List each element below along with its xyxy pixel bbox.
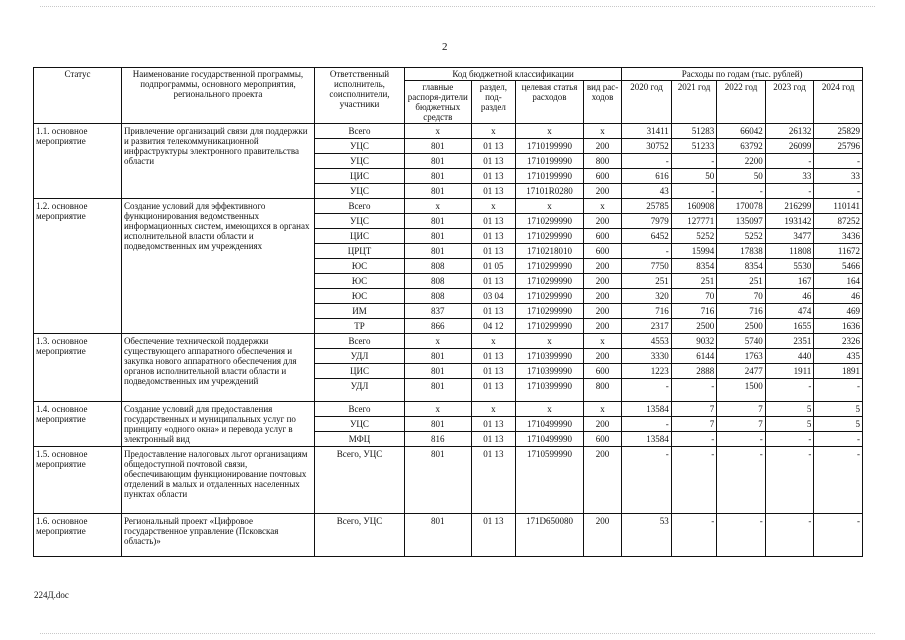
expense-type-cell: 600 (583, 432, 621, 447)
grbs-cell: 801 (404, 154, 471, 169)
amount-cell: 50 (717, 169, 766, 184)
header-executor: Ответственный исполнитель, соисполнители, участники (315, 68, 405, 124)
amount-cell: 1223 (622, 364, 672, 379)
amount-cell: - (622, 447, 672, 514)
executor-cell: ЦИС (315, 364, 405, 379)
amount-cell: 5 (814, 402, 863, 417)
article-cell: х (516, 124, 584, 139)
grbs-cell: 801 (404, 214, 471, 229)
expense-type-cell: 800 (583, 379, 621, 402)
header-code-article: целевая статья расходов (516, 81, 584, 124)
executor-cell: УДЛ (315, 379, 405, 402)
amount-cell: 70 (671, 289, 716, 304)
section-cell: 01 05 (471, 259, 515, 274)
article-cell: 1710299990 (516, 289, 584, 304)
header-expense-group: Расходы по годам (тыс. рублей) (622, 68, 863, 81)
grbs-cell: 801 (404, 229, 471, 244)
page-number: 2 (442, 41, 448, 53)
amount-cell: 5 (765, 417, 814, 432)
expense-type-cell: 200 (583, 349, 621, 364)
section-cell: х (471, 124, 515, 139)
executor-cell: Всего, УЦС (315, 447, 405, 514)
expense-type-cell: 200 (583, 214, 621, 229)
executor-cell: УЦС (315, 154, 405, 169)
amount-cell: 440 (765, 349, 814, 364)
article-cell: 1710299990 (516, 229, 584, 244)
scan-noise-bottom (40, 633, 875, 635)
amount-cell: - (765, 184, 814, 199)
amount-cell: 5 (814, 417, 863, 432)
section-cell: 01 13 (471, 169, 515, 184)
amount-cell: 51283 (671, 124, 716, 139)
amount-cell: - (765, 379, 814, 402)
article-cell: 1710199990 (516, 169, 584, 184)
executor-cell: УЦС (315, 214, 405, 229)
amount-cell: 70 (717, 289, 766, 304)
amount-cell: 1763 (717, 349, 766, 364)
section-cell: 03 04 (471, 289, 515, 304)
grbs-cell: 801 (404, 139, 471, 154)
section-cell: х (471, 199, 515, 214)
header-code-group: Код бюджетной классификации (404, 68, 621, 81)
amount-cell: 43 (622, 184, 672, 199)
amount-cell: 3330 (622, 349, 672, 364)
amount-cell: 25796 (814, 139, 863, 154)
expense-type-cell: 200 (583, 259, 621, 274)
amount-cell: 1636 (814, 319, 863, 334)
grbs-cell: 801 (404, 169, 471, 184)
grbs-cell: 801 (404, 364, 471, 379)
expense-type-cell: 200 (583, 447, 621, 514)
amount-cell: 4553 (622, 334, 672, 349)
amount-cell: 7 (717, 417, 766, 432)
amount-cell: - (765, 447, 814, 514)
amount-cell: 251 (622, 274, 672, 289)
amount-cell: 716 (717, 304, 766, 319)
table-row (34, 199, 863, 214)
header-year-2020: 2020 год (622, 81, 672, 124)
table-body (34, 124, 863, 557)
table-header (34, 68, 863, 124)
amount-cell: 7 (671, 417, 716, 432)
amount-cell: - (717, 432, 766, 447)
amount-cell: 51233 (671, 139, 716, 154)
article-cell: х (516, 199, 584, 214)
amount-cell: - (671, 514, 716, 557)
amount-cell: - (622, 244, 672, 259)
expense-type-cell: 800 (583, 154, 621, 169)
executor-cell: ЮС (315, 289, 405, 304)
expense-type-cell: 600 (583, 364, 621, 379)
section-cell: 01 13 (471, 447, 515, 514)
section-cell: 01 13 (471, 349, 515, 364)
section-cell: 04 12 (471, 319, 515, 334)
amount-cell: - (622, 417, 672, 432)
amount-cell: 164 (814, 274, 863, 289)
amount-cell: 30752 (622, 139, 672, 154)
amount-cell: 13584 (622, 432, 672, 447)
table-row (34, 402, 863, 417)
amount-cell: 616 (622, 169, 672, 184)
executor-cell: ТР (315, 319, 405, 334)
article-cell: 171D650080 (516, 514, 584, 557)
article-cell: 1710299990 (516, 304, 584, 319)
amount-cell: 2326 (814, 334, 863, 349)
section-cell: 01 13 (471, 244, 515, 259)
article-cell: 1710599990 (516, 447, 584, 514)
amount-cell: 5740 (717, 334, 766, 349)
article-cell: 1710499990 (516, 417, 584, 432)
article-cell: 1710199990 (516, 154, 584, 169)
table-row (34, 124, 863, 139)
article-cell: 1710299990 (516, 319, 584, 334)
article-cell: 1710199990 (516, 139, 584, 154)
expense-type-cell: 200 (583, 514, 621, 557)
amount-cell: 435 (814, 349, 863, 364)
amount-cell: - (814, 184, 863, 199)
amount-cell: - (671, 379, 716, 402)
grbs-cell: 816 (404, 432, 471, 447)
section-cell: 01 13 (471, 229, 515, 244)
amount-cell: 33 (814, 169, 863, 184)
amount-cell: 7750 (622, 259, 672, 274)
expense-type-cell: 200 (583, 289, 621, 304)
amount-cell: 33 (765, 169, 814, 184)
expense-type-cell: 600 (583, 169, 621, 184)
amount-cell: 5530 (765, 259, 814, 274)
article-cell: 1710299990 (516, 214, 584, 229)
grbs-cell: 801 (404, 417, 471, 432)
amount-cell: - (671, 184, 716, 199)
amount-cell: 1655 (765, 319, 814, 334)
executor-cell: ЮС (315, 274, 405, 289)
amount-cell: 2351 (765, 334, 814, 349)
executor-cell: Всего (315, 199, 405, 214)
scan-noise-top (40, 6, 875, 8)
amount-cell: 11808 (765, 244, 814, 259)
grbs-cell: х (404, 334, 471, 349)
executor-cell: ЦИС (315, 229, 405, 244)
header-code-section: раздел, под-раздел (471, 81, 515, 124)
article-cell: 1710399990 (516, 379, 584, 402)
section-cell: 01 13 (471, 417, 515, 432)
amount-cell: 2888 (671, 364, 716, 379)
grbs-cell: 801 (404, 184, 471, 199)
amount-cell: 3436 (814, 229, 863, 244)
expense-type-cell: 200 (583, 319, 621, 334)
amount-cell: 7979 (622, 214, 672, 229)
amount-cell: 11672 (814, 244, 863, 259)
expense-type-cell: х (583, 199, 621, 214)
amount-cell: - (814, 432, 863, 447)
article-cell: 1710218010 (516, 244, 584, 259)
amount-cell: 50 (671, 169, 716, 184)
grbs-cell: х (404, 402, 471, 417)
amount-cell: - (814, 447, 863, 514)
amount-cell: - (717, 514, 766, 557)
expense-type-cell: х (583, 334, 621, 349)
header-code-grbs: главные распоря-дители бюджетных средств (404, 81, 471, 124)
measure-status: 1.3. основное мероприятие (34, 334, 122, 402)
grbs-cell: х (404, 124, 471, 139)
article-cell: 1710499990 (516, 432, 584, 447)
amount-cell: 46 (765, 289, 814, 304)
section-cell: 01 13 (471, 379, 515, 402)
amount-cell: 8354 (717, 259, 766, 274)
amount-cell: 1891 (814, 364, 863, 379)
amount-cell: 25785 (622, 199, 672, 214)
amount-cell: - (814, 514, 863, 557)
executor-cell: Всего (315, 334, 405, 349)
budget-table (33, 67, 863, 557)
article-cell: 1710399990 (516, 364, 584, 379)
measure-name: Привлечение организаций связи для поддержки и развития телекоммуникационной инфраструктуры электронного правительства области (121, 124, 314, 199)
header-year-2024: 2024 год (814, 81, 863, 124)
amount-cell: 25829 (814, 124, 863, 139)
executor-cell: УЦС (315, 417, 405, 432)
expense-type-cell: 200 (583, 184, 621, 199)
table-row (34, 334, 863, 349)
amount-cell: 2200 (717, 154, 766, 169)
amount-cell: 469 (814, 304, 863, 319)
article-cell: х (516, 402, 584, 417)
measure-name: Региональный проект «Цифровое государственное управление (Псковская область)» (121, 514, 314, 557)
amount-cell: - (717, 447, 766, 514)
amount-cell: 2500 (671, 319, 716, 334)
section-cell: 01 13 (471, 364, 515, 379)
measure-status: 1.5. основное мероприятие (34, 447, 122, 514)
table-row (34, 514, 863, 557)
executor-cell: ЦРЦТ (315, 244, 405, 259)
grbs-cell: 808 (404, 259, 471, 274)
amount-cell: 6452 (622, 229, 672, 244)
expense-type-cell: 200 (583, 139, 621, 154)
amount-cell: - (765, 514, 814, 557)
measure-name: Обеспечение технической поддержки существующего аппаратного обеспечения и закупка нового аппаратного обеспечения для органов исполнительной власти области и подведомственных им учреждений (121, 334, 314, 402)
amount-cell: - (671, 432, 716, 447)
amount-cell: 53 (622, 514, 672, 557)
measure-name: Создание условий для предоставления государственных и муниципальных услуг по принципу «одного окна» и перевода услуг в электронный вид (121, 402, 314, 447)
section-cell: 01 13 (471, 184, 515, 199)
amount-cell: - (765, 432, 814, 447)
amount-cell: 8354 (671, 259, 716, 274)
executor-cell: УДЛ (315, 349, 405, 364)
article-cell: х (516, 334, 584, 349)
amount-cell: - (717, 184, 766, 199)
section-cell: 01 13 (471, 514, 515, 557)
amount-cell: 320 (622, 289, 672, 304)
grbs-cell: 808 (404, 274, 471, 289)
executor-cell: Всего (315, 402, 405, 417)
header-year-2022: 2022 год (717, 81, 766, 124)
measure-name: Создание условий для эффективного функционирования ведомственных информационных систем, имеющихся в органах исполнительной власти области и подведомственных им учреждениях (121, 199, 314, 334)
amount-cell: 13584 (622, 402, 672, 417)
amount-cell: - (671, 447, 716, 514)
amount-cell: 716 (671, 304, 716, 319)
measure-name: Предоставление налоговых льгот организациям общедоступной почтовой связи, обеспечивающим функционирование почтовых отделений в малых и отдаленных населенных пунктах области (121, 447, 314, 514)
expense-type-cell: х (583, 124, 621, 139)
section-cell: х (471, 402, 515, 417)
amount-cell: 193142 (765, 214, 814, 229)
amount-cell: 474 (765, 304, 814, 319)
amount-cell: 7 (717, 402, 766, 417)
measure-status: 1.1. основное мероприятие (34, 124, 122, 199)
amount-cell: 170078 (717, 199, 766, 214)
amount-cell: 251 (671, 274, 716, 289)
expense-type-cell: 200 (583, 274, 621, 289)
amount-cell: 5 (765, 402, 814, 417)
amount-cell: 66042 (717, 124, 766, 139)
section-cell: 01 13 (471, 214, 515, 229)
amount-cell: 15994 (671, 244, 716, 259)
amount-cell: 9032 (671, 334, 716, 349)
expense-type-cell: 200 (583, 417, 621, 432)
header-year-2023: 2023 год (765, 81, 814, 124)
amount-cell: 160908 (671, 199, 716, 214)
section-cell: 01 13 (471, 432, 515, 447)
executor-cell: УЦС (315, 184, 405, 199)
section-cell: 01 13 (471, 304, 515, 319)
executor-cell: ЮС (315, 259, 405, 274)
amount-cell: 127771 (671, 214, 716, 229)
amount-cell: 87252 (814, 214, 863, 229)
grbs-cell: 808 (404, 289, 471, 304)
expense-type-cell: 600 (583, 244, 621, 259)
amount-cell: 1911 (765, 364, 814, 379)
section-cell: 01 13 (471, 139, 515, 154)
amount-cell: 2477 (717, 364, 766, 379)
amount-cell: 26099 (765, 139, 814, 154)
grbs-cell: х (404, 199, 471, 214)
document-filename: 224Д.doc (34, 590, 69, 600)
grbs-cell: 837 (404, 304, 471, 319)
amount-cell: - (622, 154, 672, 169)
amount-cell: 2500 (717, 319, 766, 334)
article-cell: 1710399990 (516, 349, 584, 364)
amount-cell: 63792 (717, 139, 766, 154)
measure-status: 1.4. основное мероприятие (34, 402, 122, 447)
executor-cell: Всего (315, 124, 405, 139)
amount-cell: 135097 (717, 214, 766, 229)
amount-cell: 3477 (765, 229, 814, 244)
table-row (34, 447, 863, 514)
amount-cell: 17838 (717, 244, 766, 259)
article-cell: 1710299990 (516, 274, 584, 289)
grbs-cell: 801 (404, 244, 471, 259)
grbs-cell: 866 (404, 319, 471, 334)
expense-type-cell: х (583, 402, 621, 417)
amount-cell: 2317 (622, 319, 672, 334)
amount-cell: 110141 (814, 199, 863, 214)
amount-cell: 31411 (622, 124, 672, 139)
amount-cell: 167 (765, 274, 814, 289)
executor-cell: Всего, УЦС (315, 514, 405, 557)
amount-cell: - (622, 379, 672, 402)
article-cell: 1710299990 (516, 259, 584, 274)
grbs-cell: 801 (404, 514, 471, 557)
header-year-2021: 2021 год (671, 81, 716, 124)
amount-cell: - (671, 154, 716, 169)
amount-cell: 46 (814, 289, 863, 304)
executor-cell: МФЦ (315, 432, 405, 447)
amount-cell: 216299 (765, 199, 814, 214)
amount-cell: - (814, 379, 863, 402)
section-cell: х (471, 334, 515, 349)
header-code-type: вид рас-ходов (583, 81, 621, 124)
amount-cell: 5466 (814, 259, 863, 274)
executor-cell: УЦС (315, 139, 405, 154)
header-status: Статус (34, 68, 122, 124)
section-cell: 01 13 (471, 154, 515, 169)
amount-cell: 6144 (671, 349, 716, 364)
header-name: Наименование государственной программы, подпрограммы, основного мероприятия, регионального проекта (121, 68, 314, 124)
amount-cell: 716 (622, 304, 672, 319)
grbs-cell: 801 (404, 379, 471, 402)
grbs-cell: 801 (404, 349, 471, 364)
amount-cell: 5252 (717, 229, 766, 244)
expense-type-cell: 600 (583, 229, 621, 244)
amount-cell: 5252 (671, 229, 716, 244)
amount-cell: 26132 (765, 124, 814, 139)
amount-cell: 1500 (717, 379, 766, 402)
section-cell: 01 13 (471, 274, 515, 289)
expense-type-cell: 200 (583, 304, 621, 319)
amount-cell: - (814, 154, 863, 169)
executor-cell: ИМ (315, 304, 405, 319)
executor-cell: ЦИС (315, 169, 405, 184)
amount-cell: 7 (671, 402, 716, 417)
grbs-cell: 801 (404, 447, 471, 514)
measure-status: 1.2. основное мероприятие (34, 199, 122, 334)
amount-cell: - (765, 154, 814, 169)
article-cell: 17101R0280 (516, 184, 584, 199)
measure-status: 1.6. основное мероприятие (34, 514, 122, 557)
amount-cell: 251 (717, 274, 766, 289)
